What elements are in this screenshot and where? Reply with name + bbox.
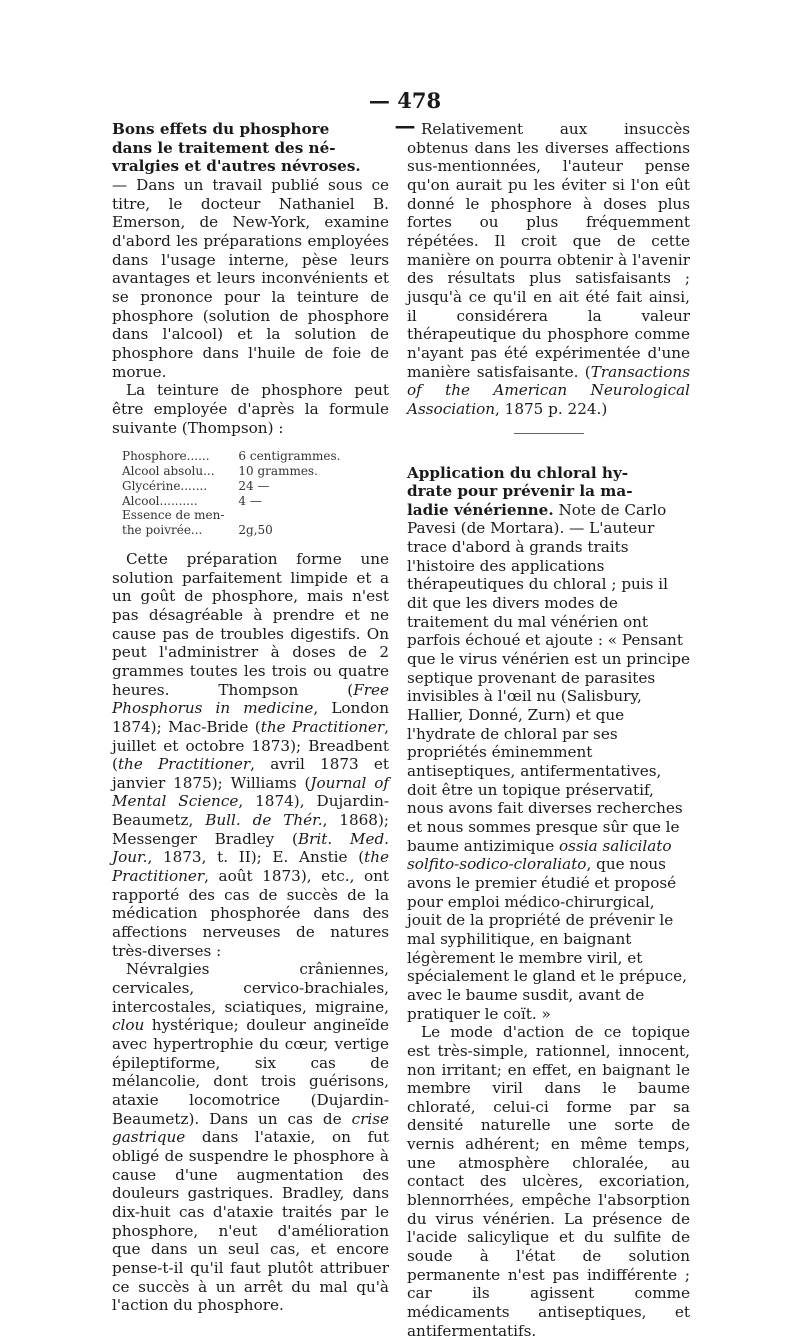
title-line: dans le traitement des né-	[112, 138, 336, 157]
title-line: Bons effets du phosphore	[112, 120, 330, 138]
article-title-chloral: Application du chloral hy- drate pour prévenir la ma- ladie vénérienne. Note de Carlo Pavesi (de Mortara). — L'auteur trace d'abord à grands traits l'histoire des applications thérapeutiques du chloral ; puis il dit que les divers modes de traitement du mal vénérien ont parfois échoué et ajoute : « Pensant que le virus vénérien est un principe septique provenant de parasites invisibles à l'œil nu (Salisbury, Hallier, Donné, Zurn) et que l'hydrate de chloral par ses propriétés éminemment antiseptiques, antifermentatives, doit être un topique préservatif, nous avons fait diverses recherches et nous sommes presque sûr que le baume antizimique ossia salicilato solfito-sodico-cloraliato, que nous avons le premier étudié et proposé pour emploi médico-chirurgical, jouit de la propriété de prévenir le mal syphilitique, en baignant légèrement le membre viril, et spécialement le gland et le prépuce, avec le baume susdit, avant de pratiquer le coït. »	[407, 463, 690, 1023]
recipe-row: Phosphore...... 6 centigrammes.	[122, 449, 341, 464]
recipe-row: Glycérine....... 24 —	[122, 478, 270, 493]
recipe-table	[122, 449, 389, 538]
paragraph: La teinture de phosphore peut être employée d'après la formule suivante (Thompson) :	[112, 381, 389, 437]
paragraph: Névralgies crâniennes, cervicales, cervico-brachiales, intercostales, sciatiques, migraine, clou hystérique; douleur angineïde avec hypertrophie du cœur, vertige épileptiforme, six cas de mélancolie, dont trois guérisons, ataxie locomotrice (Dujardin-Beaumetz). Dans un cas de crise gastrique dans l'ataxie, on fut obligé de suspendre le phosphore à cause d'une augmentation des douleurs gastriques. Bradley, dans dix-huit cas d'ataxie traités par le phosphore, n'eut d'amélioration que dans un seul cas, et encore pense-t-il qu'il faut plutôt attribuer ce succès à un arrêt du mal qu'à l'action du phosphore.	[112, 960, 389, 1315]
paragraph: Cette préparation forme une solution parfaitement limpide et a un goût de phosphore, mais n'est pas désagréable à prendre et ne cause pas de troubles digestifs. On peut l'administrer à doses de 2 grammes toutes les trois ou quatre heures. Thompson (Free Phosphorus in medicine, London 1874); Mac-Bride (the Practitioner, juillet et octobre 1873); Breadbent (the Practitioner, avril 1873 et janvier 1875); Williams (Journal of Mental Science, 1874), Dujardin-Beaumetz, Bull. de Thér., 1868); Messenger Bradley (Brit. Med. Jour., 1873, t. II); E. Anstie (the Practitioner, août 1873), etc., ont rapporté des cas de succès de la médication phosphorée dans des affections nerveuses de natures très-diverses :	[112, 549, 390, 960]
article-title-phosphore	[112, 120, 389, 176]
recipe-row: Essence de men-	[122, 508, 225, 523]
recipe-row: Alcool absolu... 10 grammes.	[122, 463, 318, 478]
right-column	[407, 120, 690, 1340]
left-column	[112, 120, 389, 1315]
recipe-row: Alcool.......... 4 —	[122, 493, 262, 508]
paragraph: Le mode d'action de ce topique est très-simple, rationnel, innocent, non irritant; en effet, en baignant le membre viril dans le baume chloraté, celui-ci forme par sa densité naturelle une sorte de vernis adhérent; en même temps, une atmosphère chloralée, au contact des ulcères, excoriation, blennorrhées, empêche l'absorption du virus vénérien. La présence de l'acide salicylique et du sulfite de soude à l'état de solution permanente n'est pas indifférente ; car ils agissent comme médicaments antiseptiques, et antifermentatifs.	[407, 1023, 690, 1340]
recipe-row: the poivrée... 2g,50	[122, 523, 273, 538]
page-number: — 478 —	[368, 88, 442, 138]
title-line: vralgies et d'autres névroses.	[112, 157, 361, 176]
section-divider	[514, 433, 584, 434]
intro-paragraph: — Dans un travail publié sous ce titre, le docteur Nathaniel B. Emerson, de New-York, examine d'abord les préparations employées dans l'usage interne, pèse leurs avantages et leurs inconvénients et se prononce pour la teinture de phosphore (solution de phosphore dans l'alcool) et la solution de phosphore dans l'huile de foie de morue.	[112, 175, 389, 381]
paragraph: Relativement aux insuccès obtenus dans les diverses affections sus-mentionnées, l'auteur pense qu'on aurait pu les éviter si l'on eût donné le phosphore à doses plus fortes ou plus fréquemment répétées. Il croit que de cette manière on pourra obtenir à l'avenir des résultats plus satisfaisants ; jusqu'à ce qu'il en ait été fait ainsi, il considérera la valeur thérapeutique du phosphore comme n'ayant pas été expérimentée d'une manière satisfaisante. (Transactions of the American Neurological Association, 1875 p. 224.)	[407, 120, 690, 418]
